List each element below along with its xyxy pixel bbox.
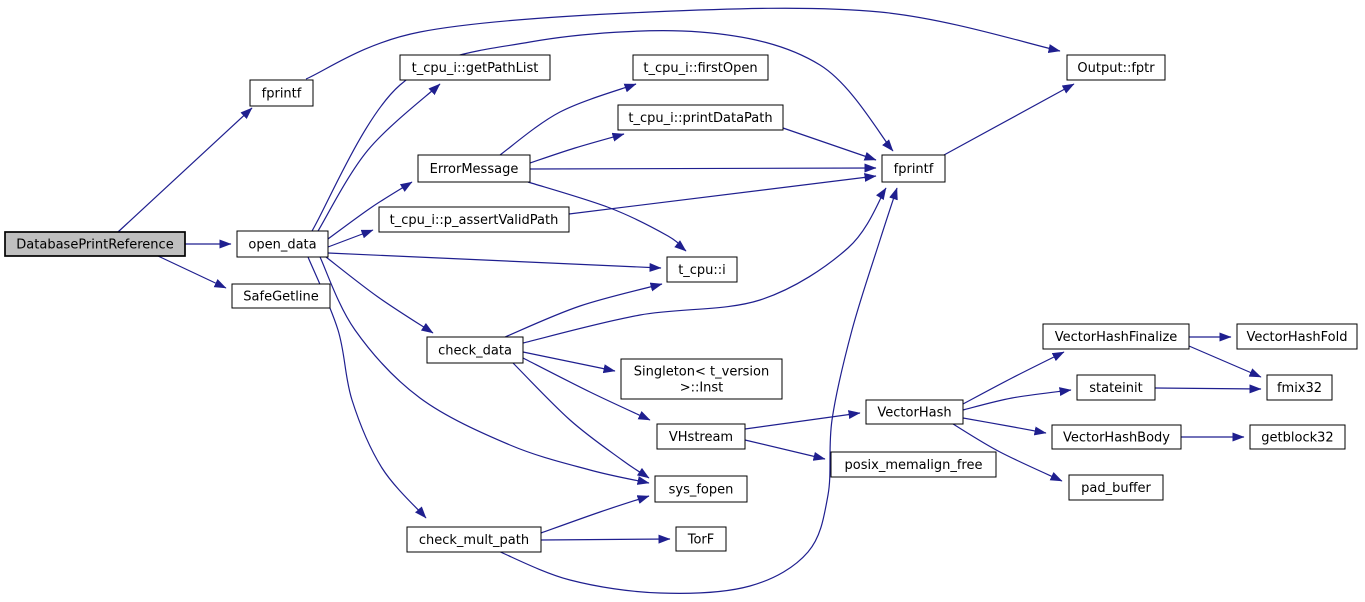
edge-VHstream-posix_memalign_free: [745, 440, 825, 459]
node-label-check_data: check_data: [438, 343, 512, 359]
node-stateinit[interactable]: [1077, 375, 1155, 400]
node-fmix32[interactable]: [1267, 375, 1332, 400]
edge-ErrorMessage-firstOpen: [500, 84, 636, 155]
node-label-getblock32: getblock32: [1261, 430, 1334, 446]
node-VectorHashBody[interactable]: [1052, 425, 1181, 449]
node-fprintf_left[interactable]: [250, 80, 313, 106]
node-label-fprintf_mid: fprintf: [893, 162, 934, 177]
node-label-posix_memalign_free: posix_memalign_free: [844, 458, 983, 473]
edge-open_data-fprintf_mid: [312, 31, 893, 231]
node-TorF[interactable]: [676, 527, 726, 551]
node-label-VHstream: VHstream: [668, 430, 734, 445]
edge-VectorHash-VectorHashFinalize: [963, 352, 1064, 404]
edge-open_data-t_cpu_i: [328, 253, 661, 268]
edge-VectorHash-stateinit: [963, 390, 1071, 410]
edge-VectorHashFinalize-fmix32: [1189, 346, 1261, 377]
node-Output_fptr[interactable]: [1067, 55, 1165, 80]
node-printDataPath[interactable]: [618, 105, 783, 130]
edge-check_data-Singleton_Inst: [523, 352, 615, 371]
edge-open_data-check_data: [326, 257, 433, 333]
node-VHstream[interactable]: [657, 424, 745, 449]
node-posix_memalign_free[interactable]: [831, 452, 996, 477]
edge-printDataPath-fprintf_mid: [783, 128, 876, 160]
node-open_data[interactable]: [237, 231, 328, 257]
node-VectorHashFinalize[interactable]: [1043, 324, 1189, 349]
node-check_data[interactable]: [427, 337, 523, 363]
node-label-ErrorMessage: ErrorMessage: [429, 162, 519, 177]
edge-check_mult_path-TorF: [541, 539, 670, 540]
node-ErrorMessage[interactable]: [418, 155, 530, 182]
node-label-sys_fopen: sys_fopen: [668, 482, 734, 498]
node-label-VectorHashFold: VectorHashFold: [1246, 330, 1348, 345]
node-sys_fopen[interactable]: [655, 476, 747, 502]
edge-VectorHash-VectorHashBody: [963, 418, 1046, 433]
edge-open_data-p_assertValidPath: [328, 230, 373, 247]
node-firstOpen[interactable]: [633, 55, 768, 80]
node-label-Output_fptr: Output::fptr: [1077, 61, 1155, 76]
node-getblock32[interactable]: [1250, 425, 1345, 449]
node-label-Singleton_Inst: Singleton< t_version >::Inst: [633, 364, 770, 396]
node-VectorHashFold[interactable]: [1237, 324, 1357, 349]
node-label-VectorHashBody: VectorHashBody: [1063, 430, 1170, 446]
node-label-pad_buffer: pad_buffer: [1081, 481, 1151, 496]
edge-check_mult_path-sys_fopen: [541, 496, 649, 533]
node-getPathList[interactable]: [400, 55, 550, 80]
node-p_assertValidPath[interactable]: [379, 207, 569, 232]
node-DatabasePrintReference[interactable]: [5, 232, 185, 256]
edge-DatabasePrintReference-SafeGetline: [158, 256, 226, 288]
node-VectorHash[interactable]: [866, 400, 963, 424]
node-label-DatabasePrintReference: DatabasePrintReference: [16, 237, 174, 253]
node-pad_buffer[interactable]: [1069, 475, 1163, 500]
edge-DatabasePrintReference-fprintf_left: [118, 108, 252, 232]
edge-stateinit-fmix32: [1155, 388, 1261, 389]
node-label-VectorHashFinalize: VectorHashFinalize: [1054, 330, 1178, 345]
node-label-check_mult_path: check_mult_path: [418, 533, 530, 548]
node-t_cpu_i[interactable]: [667, 257, 737, 282]
edge-check_data-t_cpu_i: [505, 284, 662, 337]
node-label-firstOpen: t_cpu_i::firstOpen: [643, 61, 758, 76]
node-label-p_assertValidPath: t_cpu_i::p_assertValidPath: [389, 213, 559, 228]
node-label-SafeGetline: SafeGetline: [243, 289, 319, 305]
edge-VHstream-VectorHash: [745, 413, 860, 429]
node-label-fmix32: fmix32: [1276, 381, 1323, 396]
node-label-open_data: open_data: [248, 237, 317, 253]
edge-fprintf_mid-Output_fptr: [944, 84, 1074, 155]
node-label-t_cpu_i: t_cpu::i: [678, 263, 726, 278]
edge-ErrorMessage-fprintf_mid: [530, 168, 876, 169]
node-check_mult_path[interactable]: [407, 527, 541, 552]
node-Singleton_Inst[interactable]: [621, 359, 782, 399]
node-label-VectorHash: VectorHash: [877, 405, 952, 421]
node-label-printDataPath: t_cpu_i::printDataPath: [628, 111, 773, 126]
edge-p_assertValidPath-fprintf_mid: [569, 176, 876, 214]
edge-ErrorMessage-printDataPath: [530, 134, 624, 163]
node-label-getPathList: t_cpu_i::getPathList: [411, 61, 539, 76]
node-fprintf_mid[interactable]: [882, 155, 945, 182]
node-SafeGetline[interactable]: [232, 284, 330, 308]
node-label-fprintf_left: fprintf: [261, 86, 302, 102]
node-label-TorF: TorF: [687, 532, 715, 548]
node-label-stateinit: stateinit: [1089, 381, 1143, 396]
